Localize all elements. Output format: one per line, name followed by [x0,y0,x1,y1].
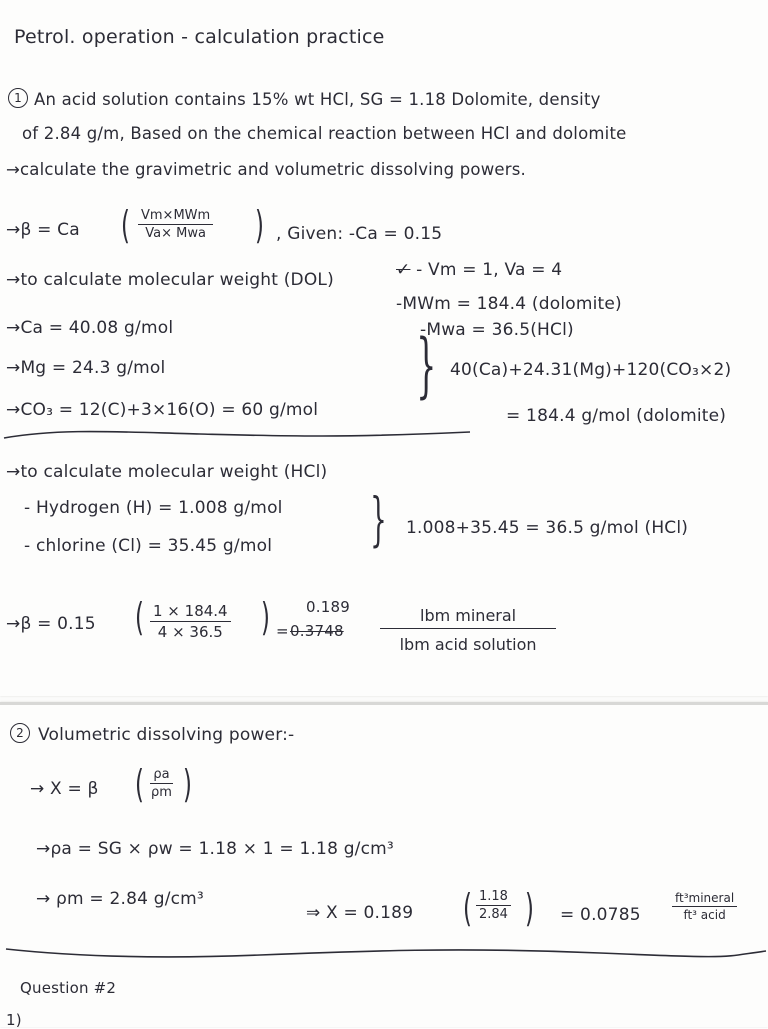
x-calc-fraction [476,889,511,922]
dolomite-sum-line-2: = 184.4 g/mol (dolomite) [506,406,727,426]
dolomite-sum-brace: } [416,324,437,406]
x-formula-denominator: ρm [151,785,172,800]
beta-formula-fraction [138,208,213,241]
hcl-sum-brace: } [370,485,387,553]
beta-unit-numerator: lbm mineral [380,606,556,629]
x-formula-fraction [148,767,175,800]
given-volumes-struck: ✓ [396,260,411,280]
hydrogen-weight: - Hydrogen (H) = 1.008 g/mol [24,498,283,518]
hcl-sum: 1.008+35.45 = 36.5 g/mol (HCl) [406,518,689,538]
given-volumes-text: - Vm = 1, Va = 4 [416,260,563,280]
page-title: Petrol. operation - calculation practice [14,26,385,48]
beta-formula-denominator: Va× Mwa [145,226,206,241]
calcium-weight: →Ca = 40.08 g/mol [6,318,174,338]
divider-wave-two [0,937,768,967]
x-calc-numerator: 1.18 [476,889,511,906]
mw-hcl-heading: →to calculate molecular weight (HCl) [6,462,328,482]
beta-calc-lhs: →β = 0.15 [6,614,96,634]
x-calc-close-paren: ) [524,886,534,930]
x-formula-numerator: ρa [150,767,172,784]
q1-statement-line-2: of 2.84 g/m, Based on the chemical reaction between HCl and dolomite [22,124,627,143]
next-item-start: 1) [6,1011,22,1029]
x-calc-lhs: ⇒ X = 0.189 [306,903,414,923]
beta-unit-fraction [380,606,556,654]
q1-statement-line-3: →calculate the gravimetric and volumetric dissolving powers. [6,160,526,179]
chlorine-weight: - chlorine (Cl) = 35.45 g/mol [24,536,273,556]
beta-unit-denominator: lbm acid solution [399,635,537,654]
beta-calc-close-paren: ) [260,595,270,639]
beta-calc-numerator: 1 × 184.4 [150,602,231,622]
magnesium-weight: →Mg = 24.3 g/mol [6,358,166,378]
given-mw-acid: -Mwa = 36.5(HCl) [420,320,574,340]
q1-statement-line-1: An acid solution contains 15% wt HCl, SG = 1.18 Dolomite, density [34,90,601,109]
sheet-two [0,702,768,1027]
beta-calc-fraction [150,602,231,641]
x-formula-open-paren: ( [134,762,144,806]
question-two-label: Question #2 [20,979,117,997]
mw-dolomite-heading: →to calculate molecular weight (DOL) [6,270,334,290]
x-unit-fraction [672,891,737,922]
dolomite-sum-line-1: 40(Ca)+24.31(Mg)+120(CO₃×2) [450,360,732,380]
x-calc-open-paren: ( [462,886,472,930]
acid-density-line: →ρa = SG × ρw = 1.18 × 1 = 1.18 g/cm³ [36,839,394,859]
beta-result-struck: 0.3748 [290,622,344,640]
q2-heading: Volumetric dissolving power:- [38,725,295,745]
given-mw-mineral: -MWm = 184.4 (dolomite) [396,294,622,314]
beta-calc-open-paren: ( [134,595,144,639]
given-volumes [396,260,562,280]
x-result: = 0.0785 [560,905,641,925]
x-unit-numerator: ft³mineral [672,891,737,907]
beta-result: 0.189 [306,598,350,616]
question-one-number: 1 [8,88,28,108]
beta-formula-numerator: Vm×MWm [138,208,213,225]
question-two-number: 2 [10,723,30,743]
mineral-density-line: → ρm = 2.84 g/cm³ [36,889,204,909]
beta-formula-lhs: →β = Ca [6,220,80,240]
x-formula-close-paren: ) [182,762,192,806]
carbonate-weight: →CO₃ = 12(C)+3×16(O) = 60 g/mol [6,400,319,420]
beta-formula-open-paren: ( [120,203,130,247]
beta-calc-equals: = [276,622,289,640]
x-formula-lhs: → X = β [30,779,99,799]
beta-formula-close-paren: ) [254,203,264,247]
divider-wave-one [0,420,768,450]
beta-calc-denominator: 4 × 36.5 [157,623,223,641]
given-label: , Given: -Ca = 0.15 [276,224,443,244]
x-calc-denominator: 2.84 [479,907,508,922]
x-unit-denominator: ft³ acid [683,908,726,922]
